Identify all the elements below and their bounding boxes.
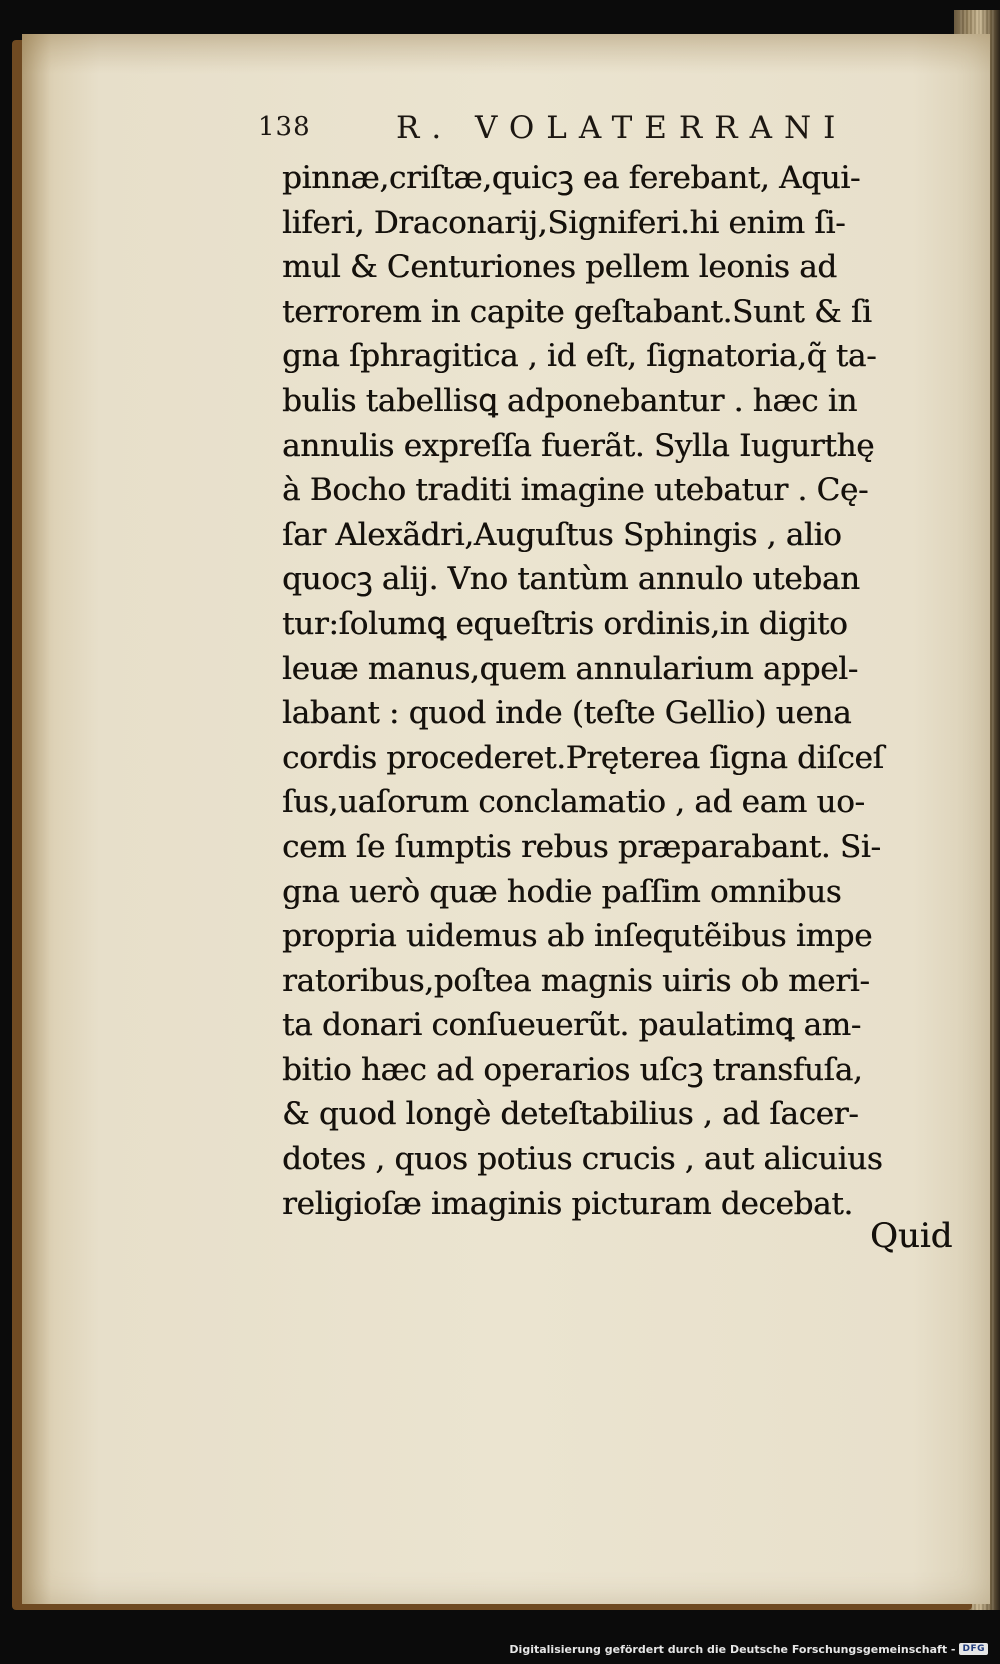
text-line: annulis expreſſa fuerãt. Sylla Iugurthę xyxy=(282,427,875,464)
text-line: dotes , quos potius crucis , aut alicuius xyxy=(282,1141,883,1178)
text-line: bitio hæc ad operarios uſcꝫ transfuſa, xyxy=(282,1051,863,1088)
text-line: terrorem in capite geſtabant.Sunt & ſi xyxy=(282,293,872,330)
body-text xyxy=(282,156,922,1226)
dfg-logo: DFG xyxy=(959,1643,988,1655)
text-line: mul & Centuriones pellem leonis ad xyxy=(282,249,837,286)
running-head-title: R. VOLATERRANI xyxy=(396,110,848,146)
text-line: ſar Alexãdri,Auguſtus Sphingis , alio xyxy=(282,516,842,553)
digitization-credit xyxy=(509,1640,988,1658)
text-line: gna ſphragitica , id eſt, ſignatoria,q̃ ta- xyxy=(282,338,877,375)
text-line: quocꝫ alij. Vno tantùm annulo uteban xyxy=(282,561,860,598)
text-line: ta donari conſueuerũt. paulatimꝗ am- xyxy=(282,1007,861,1044)
page-number: 138 xyxy=(258,112,311,142)
text-line: gna uerò quæ hodie paſſim omnibus xyxy=(282,873,842,910)
text-line: leuæ manus,quem annularium appel- xyxy=(282,650,858,687)
text-line: cordis procederet.Prętereа ſigna diſceſ xyxy=(282,739,884,776)
text-line: ratoribus,poſtea magnis uiris ob meri- xyxy=(282,962,870,999)
text-line: à Bocho traditi imagine utebatur . Cę- xyxy=(282,472,869,509)
text-line: religioſæ imaginis picturam decebat. xyxy=(282,1185,853,1222)
text-line: & quod longè deteſtabilius , ad ſacer- xyxy=(282,1096,859,1133)
text-line: cem ſe ſumptis rebus præparabant. Si- xyxy=(282,828,881,865)
catchword: Quid xyxy=(870,1216,953,1256)
text-line: liferi, Draconarij,Signiferi.hi enim ſi- xyxy=(282,204,846,241)
text-line: tur:ſolumꝗ equeſtris ordinis,in digito xyxy=(282,605,848,642)
running-head xyxy=(258,110,898,154)
text-line: propria uidemus ab inſequtẽibus impe xyxy=(282,918,873,955)
text-line: ſus,uaſorum conclamatio , ad eam uo- xyxy=(282,784,865,821)
credit-text: Digitalisierung gefördert durch die Deutsche Forschungsgemeinschaft - xyxy=(509,1642,956,1656)
text-line: pinnæ,criſtæ,quicꝫ ea ferebant, Aqui- xyxy=(282,160,861,196)
text-line: labant : quod inde (teſte Gellio) uena xyxy=(282,695,852,732)
text-line: bulis tabellisꝗ adponebantur . hæc in xyxy=(282,382,858,419)
